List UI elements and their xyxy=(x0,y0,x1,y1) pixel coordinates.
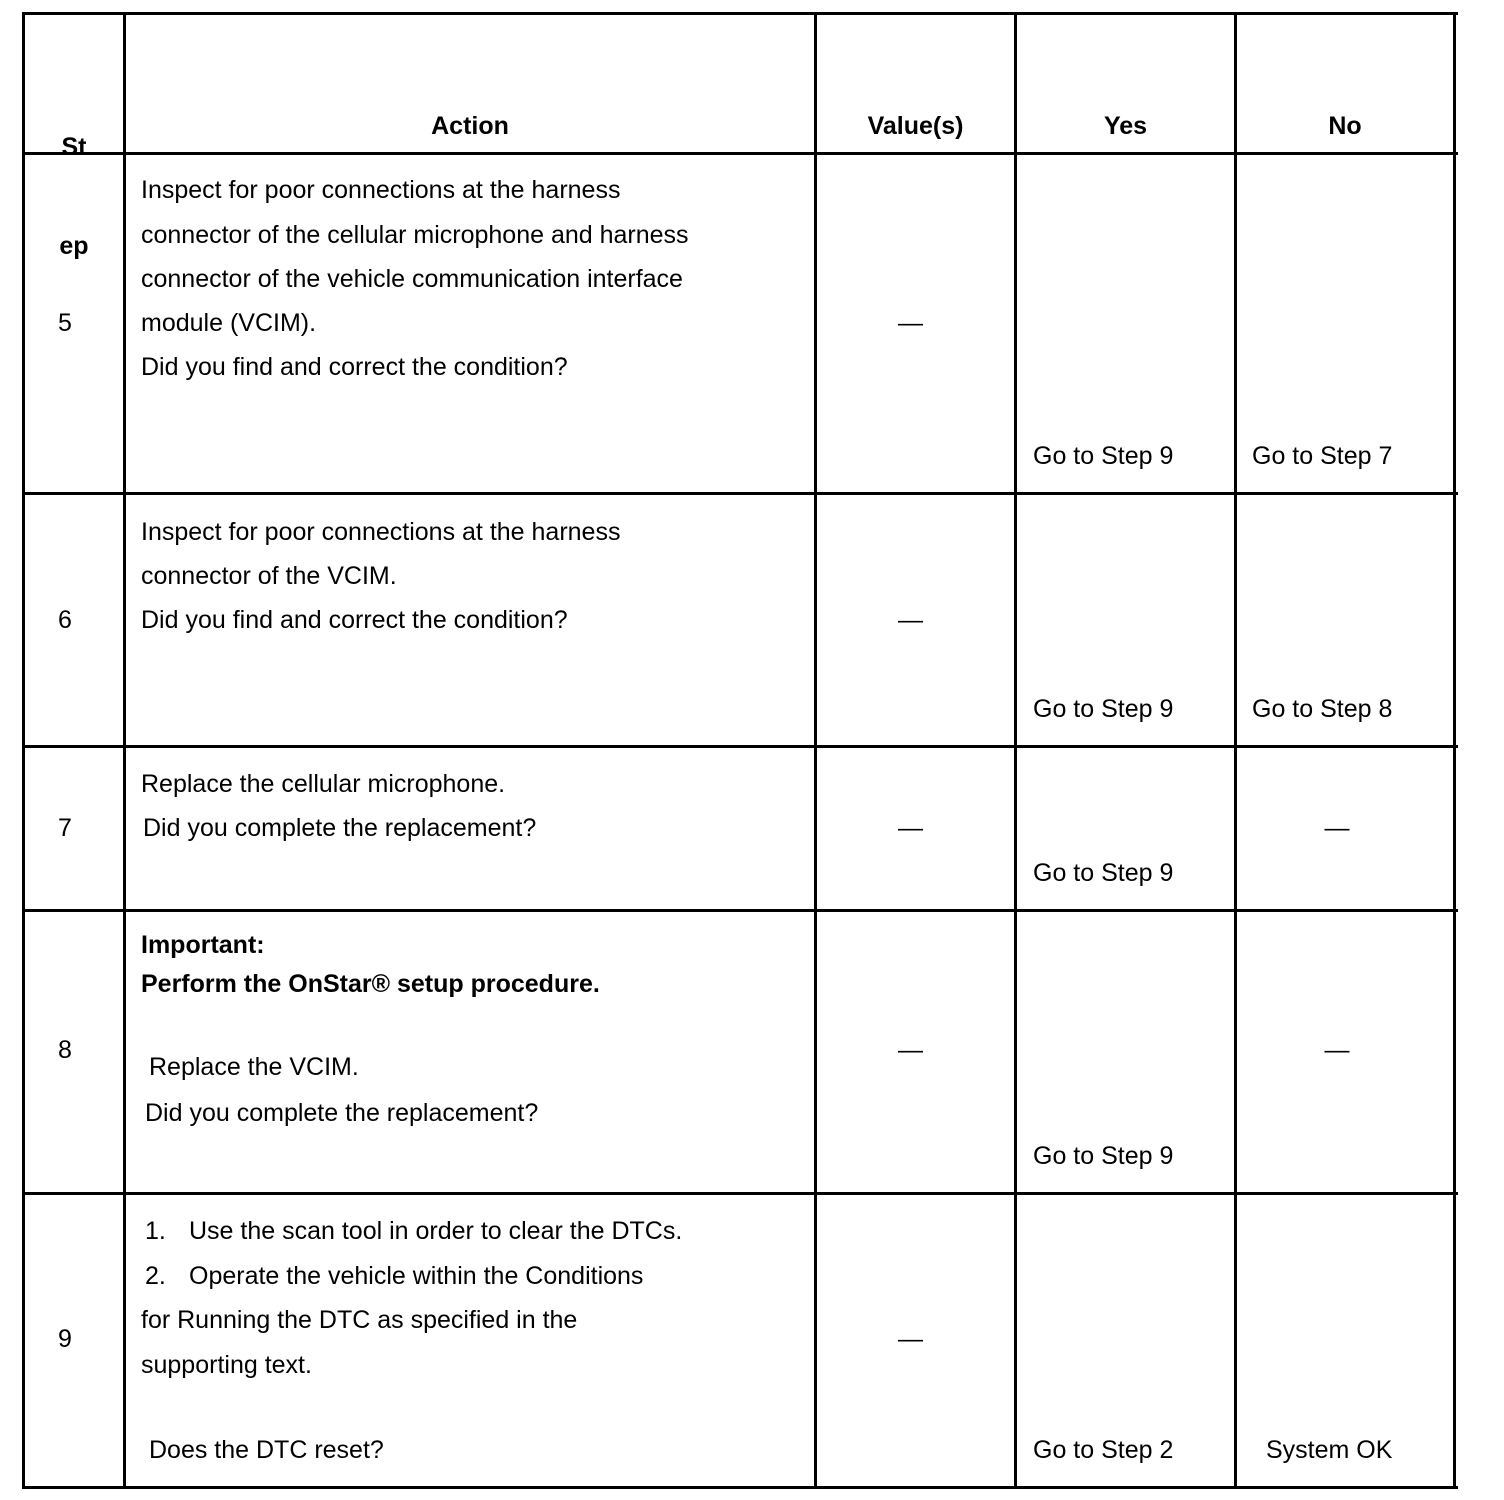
header-divider xyxy=(22,152,1458,155)
yes-cell: Go to Step 9 xyxy=(1033,442,1174,470)
action-line: Did you find and correct the condition? xyxy=(141,353,568,381)
yes-cell: Go to Step 9 xyxy=(1033,1142,1174,1170)
row-divider xyxy=(22,909,1458,912)
no-cell: Go to Step 8 xyxy=(1252,695,1393,723)
header-yes: Yes xyxy=(1103,112,1148,140)
list-text: Operate the vehicle within the Conditions xyxy=(189,1262,644,1290)
action-line: Did you complete the replacement? xyxy=(145,1099,539,1127)
action-line: for Running the DTC as specified in the xyxy=(141,1306,578,1334)
action-line: Did you complete the replacement? xyxy=(143,814,537,842)
header-step xyxy=(25,72,123,321)
value-cell: — xyxy=(898,1036,923,1064)
important-text: Perform the OnStar® setup procedure. xyxy=(141,970,600,998)
action-line: module (VCIM). xyxy=(141,309,317,337)
column-divider xyxy=(1234,12,1237,1489)
column-divider xyxy=(1014,12,1017,1489)
action-line: Inspect for poor connections at the harness xyxy=(141,518,621,546)
column-divider xyxy=(123,12,126,1489)
step-number: 5 xyxy=(58,309,72,337)
row-divider xyxy=(22,745,1458,748)
value-cell: — xyxy=(898,1325,923,1353)
header-step-line: ep xyxy=(59,232,89,260)
no-cell: System OK xyxy=(1266,1436,1393,1464)
action-line: Inspect for poor connections at the harness xyxy=(141,176,621,204)
row-divider xyxy=(22,1192,1458,1195)
action-line: Did you find and correct the condition? xyxy=(141,606,568,634)
table-border-bottom xyxy=(22,1486,1458,1489)
list-number: 2. xyxy=(145,1262,166,1290)
row-divider xyxy=(22,492,1458,495)
step-number: 8 xyxy=(58,1036,72,1064)
table-border-right xyxy=(1453,12,1456,1489)
list-text: Use the scan tool in order to clear the DTCs. xyxy=(189,1217,683,1245)
important-label: Important: xyxy=(141,931,265,959)
no-cell: Go to Step 7 xyxy=(1252,442,1393,470)
no-cell: — xyxy=(1324,1036,1350,1064)
action-line: connector of the VCIM. xyxy=(141,562,397,590)
action-line: connector of the vehicle communication interface xyxy=(141,265,683,293)
header-no: No xyxy=(1328,112,1362,140)
header-values: Value(s) xyxy=(867,112,964,140)
action-line: Does the DTC reset? xyxy=(149,1436,384,1464)
action-line: Replace the VCIM. xyxy=(149,1053,359,1081)
list-number: 1. xyxy=(145,1217,166,1245)
value-cell: — xyxy=(898,309,923,337)
step-number: 6 xyxy=(58,606,72,634)
yes-cell: Go to Step 9 xyxy=(1033,695,1174,723)
action-line: supporting text. xyxy=(141,1351,312,1379)
step-number: 7 xyxy=(58,814,72,842)
header-action: Action xyxy=(431,112,509,140)
value-cell: — xyxy=(898,814,923,842)
table-border-top xyxy=(22,12,1458,15)
action-line: connector of the cellular microphone and harness xyxy=(141,221,689,249)
header-step-line: St xyxy=(61,133,87,161)
no-cell: — xyxy=(1324,814,1350,842)
yes-cell: Go to Step 9 xyxy=(1033,859,1174,887)
step-number: 9 xyxy=(58,1325,72,1353)
action-line: Replace the cellular microphone. xyxy=(141,770,506,798)
yes-cell: Go to Step 2 xyxy=(1033,1436,1174,1464)
column-divider xyxy=(814,12,817,1489)
value-cell: — xyxy=(898,606,923,634)
